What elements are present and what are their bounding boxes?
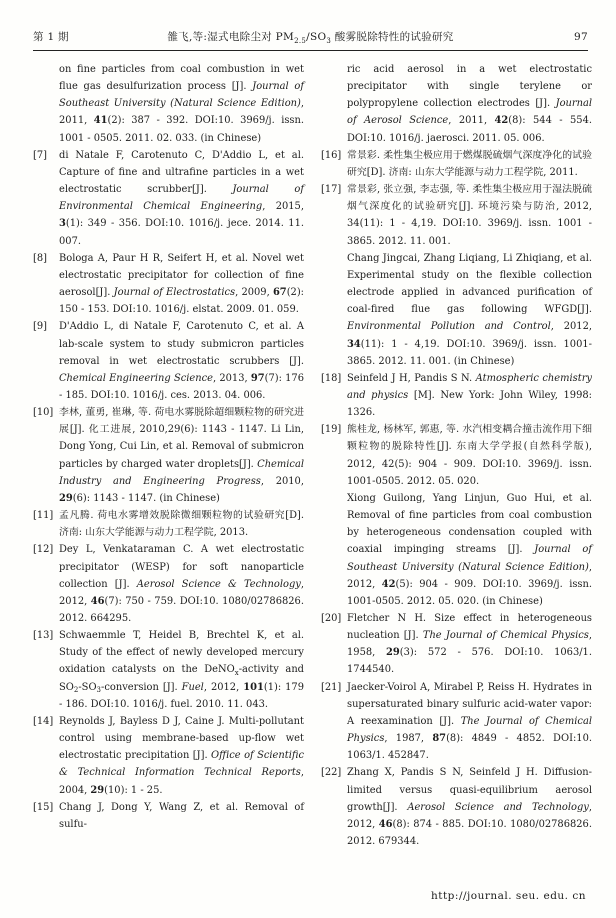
reference-text: (5): 904 - 909. DOI:10. 3969/j. issn. 1001-0505. 2012. 05. 020. (in Chinese): [347, 578, 592, 607]
reference-label: [13]: [33, 630, 54, 642]
subscript-text: 3: [326, 36, 332, 45]
reference-text: /SO: [306, 31, 327, 43]
reference-item: [321, 679, 592, 765]
journal-title: Journal of Southeast University (Natural Science Edition): [59, 81, 304, 110]
reference-text: (8): 874 - 885. DOI:10. 1080/02786826. 2012. 679344.: [347, 818, 592, 848]
reference-item: [321, 764, 592, 850]
journal-title: Atmospheric chemistry and physics: [347, 372, 592, 401]
subscript-text: 2: [73, 686, 79, 695]
reference-text: di Natale F, Carotenuto C, D'Addio L, et al. Capture of fine and ultrafine particles in a wet electrostatic scrubber[J].: [59, 149, 304, 196]
reference-label: [18]: [321, 372, 342, 384]
reference-columns: [33, 61, 592, 850]
reference-label: [17]: [321, 184, 342, 196]
reference-text: , 2011,: [59, 98, 304, 127]
journal-title: Chemical Industry and Engineering Progress: [59, 458, 304, 487]
journal-title: Journal of Southeast University (Natural Science Edition): [347, 544, 592, 573]
journal-title: Journal of Electrostatics: [113, 287, 236, 299]
reference-text: (11): 1 - 4,19. DOI:10. 3969/j. issn. 1001-3865. 2012. 11. 001. (in Chinese): [347, 338, 592, 367]
reference-label: [19]: [321, 424, 342, 436]
reference-label: [15]: [33, 801, 54, 813]
reference-label: [11]: [33, 510, 54, 522]
reference-continuation: [33, 61, 304, 147]
reference-item: [33, 507, 304, 541]
subscript-text: x: [234, 668, 239, 677]
reference-text: (8): 544 - 554. DOI:10. 1016/j. jaerosci. 2011. 05. 006.: [347, 115, 593, 144]
journal-title: The Journal of Chemical Physics: [347, 715, 593, 745]
journal-title: Journal of Environmental Chemical Engineering: [59, 184, 304, 213]
reference-text: Xiong Guilong, Yang Linjun, Guo Hui, et al. Removal of fine particles from coal combustion by heterogeneous condensation coupled with coaxial impinging streams [J].: [347, 492, 592, 556]
reference-text: 3: [59, 218, 66, 230]
reference-text: -conversion [J].: [101, 681, 182, 693]
journal-title: The Journal of Chemical Physics: [422, 630, 589, 642]
reference-text: 酸雾脱除特性的试验研究: [331, 31, 454, 43]
reference-text: 雒飞,等:湿式电除尘对 PM: [167, 31, 295, 43]
reference-text: , 2004,: [59, 767, 304, 796]
reference-text: 常景彩, 张立强, 李志强, 等. 柔性集尘极应用于湿法脱硫烟气深度化的试验研究[J]. 环境污染与防治, 2012, 34(11): 1 - 4,19. DOI:10. 3969/j. issn. 1001 - 3865. 2012. 11. 001.: [347, 184, 592, 247]
reference-text: Chang Jingcai, Zhang Liqiang, Li Zhiqiang, et al. Experimental study on the flexible collection electrode applied in advanced purification of coal-fired flue gas following WFGD[J].: [347, 252, 592, 316]
reference-text: D'Addio L, di Natale F, Carotenuto C, et al. A lab-scale system to study submicron particles removal in wet electrostatic scrubbers [J].: [59, 321, 304, 367]
reference-label: [20]: [321, 613, 342, 624]
reference-text: 41: [93, 115, 108, 127]
reference-text: 97: [250, 372, 265, 384]
reference-text: , 2009,: [235, 287, 273, 299]
reference-text: (7): 750 - 759. DOI:10. 1080/02786826. 2012. 664295.: [59, 595, 304, 624]
journal-title: Chemical Engineering Science: [59, 372, 213, 384]
reference-text: (7): 176 - 185. DOI:10. 1016/j. ces. 2013. 04. 006.: [59, 372, 304, 401]
reference-item: [33, 713, 304, 799]
journal-title: Fuel: [181, 681, 204, 693]
reference-text: Chang J, Dong Y, Wang Z, et al. Removal of sulfu-: [59, 801, 304, 830]
reference-item: [33, 627, 304, 713]
reference-text: 42: [494, 115, 509, 127]
reference-text: on fine particles from coal combustion in wet flue gas desulfurization process [J].: [59, 64, 304, 93]
reference-column-right: [321, 61, 592, 850]
subscript-text: 2.5: [294, 36, 307, 45]
reference-text: Reynolds J, Bayless D J, Caine J. Multi-pollutant control using membrane-based up-flow wet electrostatic precipitation [J].: [59, 715, 304, 762]
reference-text: Fletcher N H. Size effect in heterogeneous nucleation [J].: [347, 613, 592, 642]
reference-item: [33, 799, 304, 833]
reference-item: [33, 147, 304, 250]
reference-text: 67: [272, 287, 287, 299]
reference-text: (10): 1 - 25.: [104, 784, 163, 796]
reference-text: 87: [432, 733, 447, 745]
subscript-text: 3: [96, 686, 102, 695]
reference-label: [14]: [33, 715, 54, 727]
reference-continuation: [321, 61, 592, 147]
reference-text: 29: [90, 784, 105, 796]
reference-label: [7]: [33, 149, 47, 161]
reference-text: (1): 349 - 356. DOI:10. 1016/j. jece. 2014. 11. 007.: [59, 218, 304, 247]
page-number: 97: [574, 31, 588, 43]
reference-text: , 1958,: [347, 630, 592, 659]
reference-text: 34: [347, 338, 361, 350]
header-divider: [33, 50, 588, 51]
reference-text: 熊桂龙, 杨林军, 郭惠, 等. 水汽相变耦合撞击流作用下细颗粒物的脱除特性[J]. 东南大学学报(自然科学版), 2012, 42(5): 904 - 909. DOI:10. 3969/j. issn. 1001-0505. 2012. 05. 020.: [347, 424, 592, 487]
reference-text: 常景彩. 柔性集尘极应用于燃煤脱硫烟气深度净化的试验研究[D]. 济南: 山东大学能源与动力工程学院, 2011.: [347, 149, 592, 178]
journal-title: Office of Scientific & Technical Information Technical Reports: [59, 750, 304, 779]
reference-text: , 2012,: [550, 321, 592, 333]
reference-text: 29: [386, 647, 400, 659]
reference-text: 46: [90, 595, 105, 607]
reference-text: 李林, 董勇, 崔琳, 等. 荷电水雾脱除超细颗粒物的研究进展[J]. 化工进展, 2010,29(6): 1143 - 1147. Li Lin, Dong Yong, Cui Lin, et al. Removal of submicron particles by charged water droplets[J].: [59, 407, 304, 470]
reference-text: , 2012,: [347, 561, 592, 590]
reference-text: 46: [378, 818, 393, 830]
reference-text: 29: [59, 492, 73, 504]
reference-text: , 2012,: [203, 681, 244, 693]
reference-text: (8): 4849 - 4852. DOI:10. 1063/1. 452847.: [347, 733, 593, 762]
reference-text: 42: [381, 578, 396, 590]
reference-item: [321, 421, 592, 490]
reference-continuation: [321, 490, 592, 610]
reference-text: (1): 179 - 186. DOI:10. 1016/j. fuel. 2010. 11. 043.: [59, 681, 304, 710]
reference-text: Jaecker-Voirol A, Mirabel P, Reiss H. Hydrates in supersaturated binary sulfuric acid-water vapor: A reexamination [J].: [347, 681, 592, 727]
reference-text: , 2013,: [213, 372, 251, 384]
running-header: [33, 29, 588, 44]
paper-title: [123, 29, 498, 44]
reference-text: -SO: [78, 681, 97, 693]
reference-label: [8]: [33, 252, 47, 264]
journal-title: Environmental Pollution and Control: [347, 321, 551, 333]
reference-text: Zhang X, Pandis S N, Seinfeld J H. Diffusion-limited versus quasi-equilibrium aerosol growth[J].: [347, 767, 592, 813]
reference-item: [321, 181, 592, 250]
reference-item: [33, 318, 304, 404]
reference-text: (6): 1143 - 1147. (in Chinese): [72, 492, 220, 504]
reference-text: , 2011,: [448, 115, 495, 127]
reference-label: [12]: [33, 544, 54, 556]
reference-text: Bologa A, Paur H R, Seifert H, et al. Novel wet electrostatic precipitator for collection of fine aerosol[J].: [59, 252, 304, 299]
reference-text: , 2012,: [59, 578, 304, 607]
reference-text: 孟凡腾. 荷电水雾增效脱除微细颗粒物的试验研究[D]. 济南: 山东大学能源与动力工程学院, 2013.: [59, 510, 304, 539]
reference-label: [10]: [33, 407, 54, 419]
reference-text: (2): 387 - 392. DOI:10. 3969/j. issn. 1001 - 0505. 2011. 02. 033. (in Chinese): [59, 115, 304, 144]
reference-text: -activity and SO: [59, 664, 305, 693]
journal-title: Aerosol Science and Technology: [407, 801, 589, 813]
reference-item: [321, 370, 592, 421]
reference-item: [321, 147, 592, 181]
reference-item: [33, 541, 304, 627]
reference-text: Dey L, Venkataraman C. A wet electrostatic precipitator (WESP) for soft nanoparticle collection [J].: [59, 544, 304, 590]
reference-text: , 2010,: [260, 475, 304, 487]
reference-label: [9]: [33, 321, 47, 333]
reference-item: [33, 250, 304, 319]
reference-column-left: [33, 61, 304, 850]
reference-text: , 1987,: [384, 733, 433, 745]
reference-text: (3): 572 - 576. DOI:10. 1063/1. 1744540.: [347, 647, 592, 676]
reference-label: [16]: [321, 149, 342, 161]
reference-item: [321, 610, 592, 679]
reference-text: ric acid aerosol in a wet electrostatic precipitator with single terylene or polypropylene collection electrodes [J].: [347, 64, 592, 110]
reference-item: [33, 404, 304, 507]
reference-text: , 2015,: [262, 201, 304, 213]
reference-continuation: [321, 250, 592, 370]
reference-text: Schwaemmle T, Heidel B, Brechtel K, et al. Study of the effect of newly developed mercury oxidation catalysts on the DeNO: [59, 630, 304, 676]
reference-label: [21]: [321, 681, 342, 693]
reference-text: 101: [243, 681, 264, 693]
journal-title: Aerosol Science & Technology: [136, 578, 301, 590]
reference-label: [22]: [321, 767, 342, 779]
reference-text: (2): 150 - 153. DOI:10. 1016/j. elstat. 2009. 01. 059.: [59, 287, 305, 316]
issue-label: 第 1 期: [33, 31, 69, 43]
journal-title: Journal of Aerosol Science: [347, 98, 592, 127]
journal-url: http://journal. seu. edu. cn: [430, 890, 586, 902]
reference-text: [M]. New York: John Wiley, 1998: 1326.: [347, 389, 592, 419]
reference-text: , 2012,: [347, 801, 592, 830]
reference-text: Seinfeld J H, Pandis S N.: [347, 372, 476, 384]
